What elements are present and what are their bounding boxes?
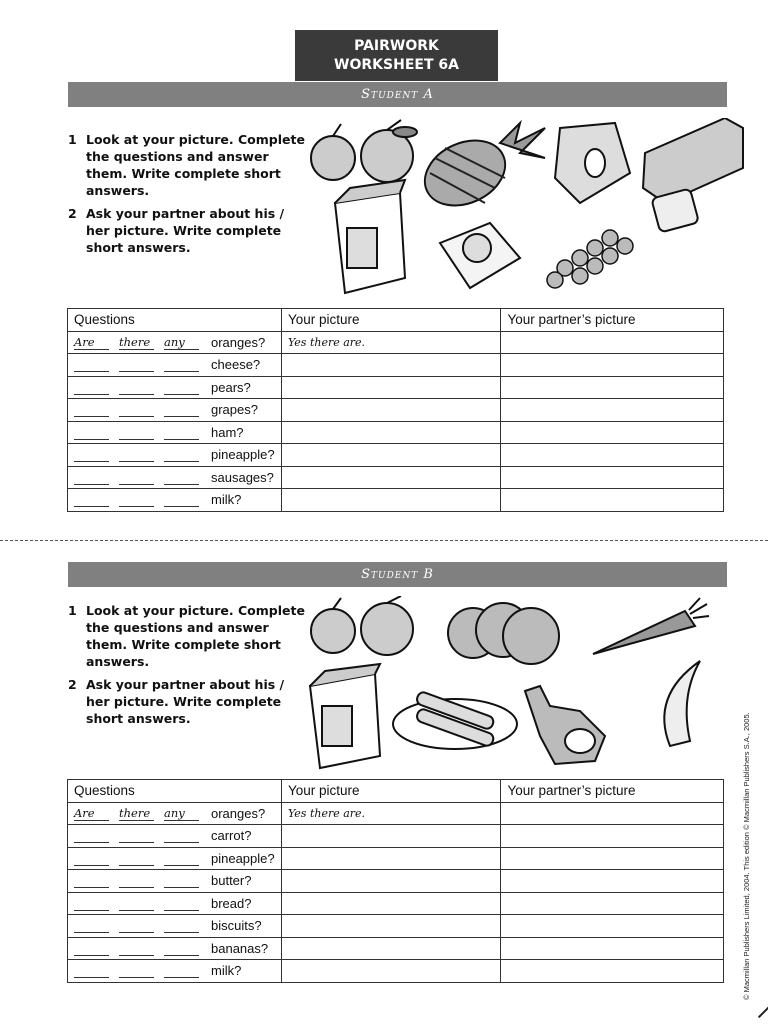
partner-answer-cell[interactable] bbox=[501, 960, 724, 983]
pineapple-slices-icon bbox=[448, 603, 559, 664]
blank[interactable] bbox=[164, 851, 199, 866]
partner-answer-cell[interactable] bbox=[501, 421, 724, 444]
question-item: oranges? bbox=[211, 334, 266, 350]
question-cell bbox=[68, 892, 282, 915]
partner-answer-cell[interactable] bbox=[501, 444, 724, 467]
blank[interactable] bbox=[74, 896, 109, 911]
question-item: pears? bbox=[211, 379, 251, 395]
blank[interactable] bbox=[164, 380, 199, 395]
blank[interactable] bbox=[119, 425, 154, 440]
instruction-2 bbox=[68, 205, 308, 256]
blank[interactable] bbox=[119, 447, 154, 462]
blank[interactable] bbox=[74, 447, 109, 462]
question-item: cheese? bbox=[211, 357, 261, 373]
sausages-icon bbox=[393, 691, 517, 749]
question-item: grapes? bbox=[211, 402, 258, 418]
student-a-instructions bbox=[68, 131, 308, 262]
title-line-1: PAIRWORK bbox=[354, 37, 439, 54]
your-answer-cell[interactable] bbox=[281, 376, 500, 399]
question-cell bbox=[68, 960, 282, 983]
instruction-number: 2 bbox=[68, 677, 77, 692]
blank-filled: there bbox=[119, 335, 154, 350]
blank[interactable] bbox=[164, 447, 199, 462]
instruction-text: Ask your partner about his / her picture. Write complete short answers. bbox=[86, 206, 285, 255]
blank[interactable] bbox=[74, 873, 109, 888]
blank[interactable] bbox=[74, 941, 109, 956]
blank[interactable] bbox=[119, 918, 154, 933]
blank[interactable] bbox=[119, 380, 154, 395]
partner-answer-cell[interactable] bbox=[501, 466, 724, 489]
ham-icon bbox=[525, 686, 605, 764]
table-row bbox=[68, 892, 724, 915]
copyright-notice: © Macmillan Publishers Limited, 2004. This edition © Macmillan Publishers S.A., 2005. bbox=[742, 712, 751, 1000]
blank[interactable] bbox=[119, 492, 154, 507]
blank[interactable] bbox=[119, 402, 154, 417]
blank[interactable] bbox=[164, 470, 199, 485]
table-row bbox=[68, 376, 724, 399]
your-answer-cell[interactable] bbox=[281, 937, 500, 960]
blank[interactable] bbox=[74, 425, 109, 440]
worksheet-title bbox=[295, 30, 498, 81]
blank[interactable] bbox=[74, 851, 109, 866]
table-row bbox=[68, 466, 724, 489]
grapes-icon bbox=[547, 230, 633, 288]
blank-filled: there bbox=[119, 806, 154, 821]
question-cell bbox=[68, 937, 282, 960]
question-cell bbox=[68, 331, 282, 354]
blank-filled: any bbox=[164, 335, 199, 350]
partner-answer-cell[interactable] bbox=[501, 825, 724, 848]
question-cell bbox=[68, 802, 282, 825]
table-row bbox=[68, 937, 724, 960]
question-item: carrot? bbox=[211, 828, 252, 844]
blank[interactable] bbox=[164, 896, 199, 911]
table-row bbox=[68, 915, 724, 938]
blank-filled: Are bbox=[74, 335, 109, 350]
instruction-number: 1 bbox=[68, 132, 77, 147]
instruction-text: Ask your partner about his / her picture. Write complete short answers. bbox=[86, 677, 285, 726]
pineapple-icon bbox=[414, 123, 545, 218]
bread-icon bbox=[643, 118, 743, 233]
blank[interactable] bbox=[74, 357, 109, 372]
banana-icon bbox=[664, 661, 700, 746]
blank[interactable] bbox=[74, 470, 109, 485]
question-item: milk? bbox=[211, 492, 242, 508]
your-answer-cell[interactable] bbox=[281, 399, 500, 422]
student-a-table bbox=[67, 308, 724, 512]
instruction-text: Look at your picture. Complete the questions and answer them. Write complete short answers. bbox=[86, 603, 305, 669]
table-row bbox=[68, 331, 724, 354]
your-answer-cell[interactable] bbox=[281, 466, 500, 489]
blank[interactable] bbox=[164, 828, 199, 843]
table-row bbox=[68, 444, 724, 467]
question-cell bbox=[68, 466, 282, 489]
butter-icon bbox=[440, 223, 520, 288]
question-item: pineapple? bbox=[211, 850, 275, 866]
question-cell bbox=[68, 489, 282, 512]
instruction-text: Look at your picture. Complete the questions and answer them. Write complete short answers. bbox=[86, 132, 305, 198]
blank[interactable] bbox=[74, 402, 109, 417]
blank-filled: any bbox=[164, 806, 199, 821]
blank[interactable] bbox=[74, 492, 109, 507]
blank[interactable] bbox=[119, 896, 154, 911]
your-answer-cell[interactable] bbox=[281, 847, 500, 870]
carrot-icon bbox=[593, 598, 709, 654]
header-partner-picture: Your partner’s picture bbox=[501, 309, 724, 332]
table-row bbox=[68, 960, 724, 983]
partner-answer-cell[interactable] bbox=[501, 399, 724, 422]
student-b-instructions bbox=[68, 602, 308, 733]
instruction-1 bbox=[68, 602, 308, 670]
blank[interactable] bbox=[119, 963, 154, 978]
question-cell bbox=[68, 870, 282, 893]
instruction-number: 1 bbox=[68, 603, 77, 618]
blank[interactable] bbox=[164, 492, 199, 507]
your-answer-cell[interactable] bbox=[281, 892, 500, 915]
question-cell bbox=[68, 399, 282, 422]
question-item: pineapple? bbox=[211, 447, 275, 463]
partner-answer-cell[interactable] bbox=[501, 937, 724, 960]
blank[interactable] bbox=[74, 380, 109, 395]
your-answer-cell[interactable] bbox=[281, 444, 500, 467]
question-cell bbox=[68, 444, 282, 467]
student-a-food-picture bbox=[305, 118, 745, 298]
question-cell bbox=[68, 847, 282, 870]
milk-carton-icon bbox=[310, 664, 380, 768]
your-answer-cell[interactable] bbox=[281, 489, 500, 512]
table-row bbox=[68, 489, 724, 512]
header-questions: Questions bbox=[68, 309, 282, 332]
blank[interactable] bbox=[74, 963, 109, 978]
table-row bbox=[68, 354, 724, 377]
instruction-2 bbox=[68, 676, 308, 727]
your-answer-cell[interactable] bbox=[281, 354, 500, 377]
blank[interactable] bbox=[164, 873, 199, 888]
student-b-bar: Student B bbox=[68, 562, 727, 587]
instruction-1 bbox=[68, 131, 308, 199]
your-answer-cell[interactable] bbox=[281, 870, 500, 893]
question-item: butter? bbox=[211, 873, 252, 889]
cut-line-divider bbox=[0, 540, 768, 541]
blank[interactable] bbox=[164, 425, 199, 440]
question-cell bbox=[68, 915, 282, 938]
question-cell bbox=[68, 376, 282, 399]
table-row bbox=[68, 825, 724, 848]
milk-carton-icon bbox=[335, 180, 405, 293]
blank-filled: Are bbox=[74, 806, 109, 821]
blank[interactable] bbox=[164, 918, 199, 933]
cheese-icon bbox=[555, 123, 630, 203]
table-header-row bbox=[68, 309, 724, 332]
table-row bbox=[68, 399, 724, 422]
question-item: ham? bbox=[211, 424, 244, 440]
header-questions: Questions bbox=[68, 780, 282, 803]
student-b-food-picture bbox=[305, 596, 735, 771]
blank[interactable] bbox=[74, 918, 109, 933]
your-answer-cell[interactable] bbox=[281, 960, 500, 983]
blank[interactable] bbox=[164, 941, 199, 956]
table-row bbox=[68, 802, 724, 825]
question-cell bbox=[68, 825, 282, 848]
page-corner-mark bbox=[758, 1004, 768, 1018]
partner-answer-cell[interactable] bbox=[501, 892, 724, 915]
your-picture-answer: Yes there are. bbox=[281, 802, 500, 825]
table-header-row bbox=[68, 780, 724, 803]
blank[interactable] bbox=[119, 470, 154, 485]
your-answer-cell[interactable] bbox=[281, 421, 500, 444]
blank[interactable] bbox=[119, 941, 154, 956]
partner-answer-cell[interactable] bbox=[501, 915, 724, 938]
question-item: sausages? bbox=[211, 469, 274, 485]
question-item: bread? bbox=[211, 895, 252, 911]
table-row bbox=[68, 421, 724, 444]
oranges-icon bbox=[311, 596, 413, 655]
oranges-icon bbox=[311, 120, 417, 182]
partner-answer-cell[interactable] bbox=[501, 376, 724, 399]
question-cell bbox=[68, 421, 282, 444]
instruction-number: 2 bbox=[68, 206, 77, 221]
blank[interactable] bbox=[164, 357, 199, 372]
header-partner-picture: Your partner’s picture bbox=[501, 780, 724, 803]
blank[interactable] bbox=[119, 357, 154, 372]
question-cell bbox=[68, 354, 282, 377]
student-a-bar: Student A bbox=[68, 82, 727, 107]
title-line-2: WORKSHEET 6A bbox=[334, 56, 459, 73]
blank[interactable] bbox=[119, 828, 154, 843]
partner-answer-cell[interactable] bbox=[501, 489, 724, 512]
header-your-picture: Your picture bbox=[281, 780, 500, 803]
blank[interactable] bbox=[119, 851, 154, 866]
partner-answer-cell[interactable] bbox=[501, 354, 724, 377]
your-answer-cell[interactable] bbox=[281, 915, 500, 938]
header-your-picture: Your picture bbox=[281, 309, 500, 332]
blank[interactable] bbox=[164, 963, 199, 978]
blank[interactable] bbox=[164, 402, 199, 417]
your-picture-answer: Yes there are. bbox=[281, 331, 500, 354]
partner-answer-cell[interactable] bbox=[501, 802, 724, 825]
table-row bbox=[68, 847, 724, 870]
partner-answer-cell[interactable] bbox=[501, 847, 724, 870]
question-item: bananas? bbox=[211, 940, 269, 956]
blank[interactable] bbox=[74, 828, 109, 843]
table-row bbox=[68, 870, 724, 893]
partner-answer-cell[interactable] bbox=[501, 331, 724, 354]
question-item: milk? bbox=[211, 963, 242, 979]
blank[interactable] bbox=[119, 873, 154, 888]
student-b-table bbox=[67, 779, 724, 983]
partner-answer-cell[interactable] bbox=[501, 870, 724, 893]
your-answer-cell[interactable] bbox=[281, 825, 500, 848]
question-item: biscuits? bbox=[211, 918, 262, 934]
question-item: oranges? bbox=[211, 805, 266, 821]
